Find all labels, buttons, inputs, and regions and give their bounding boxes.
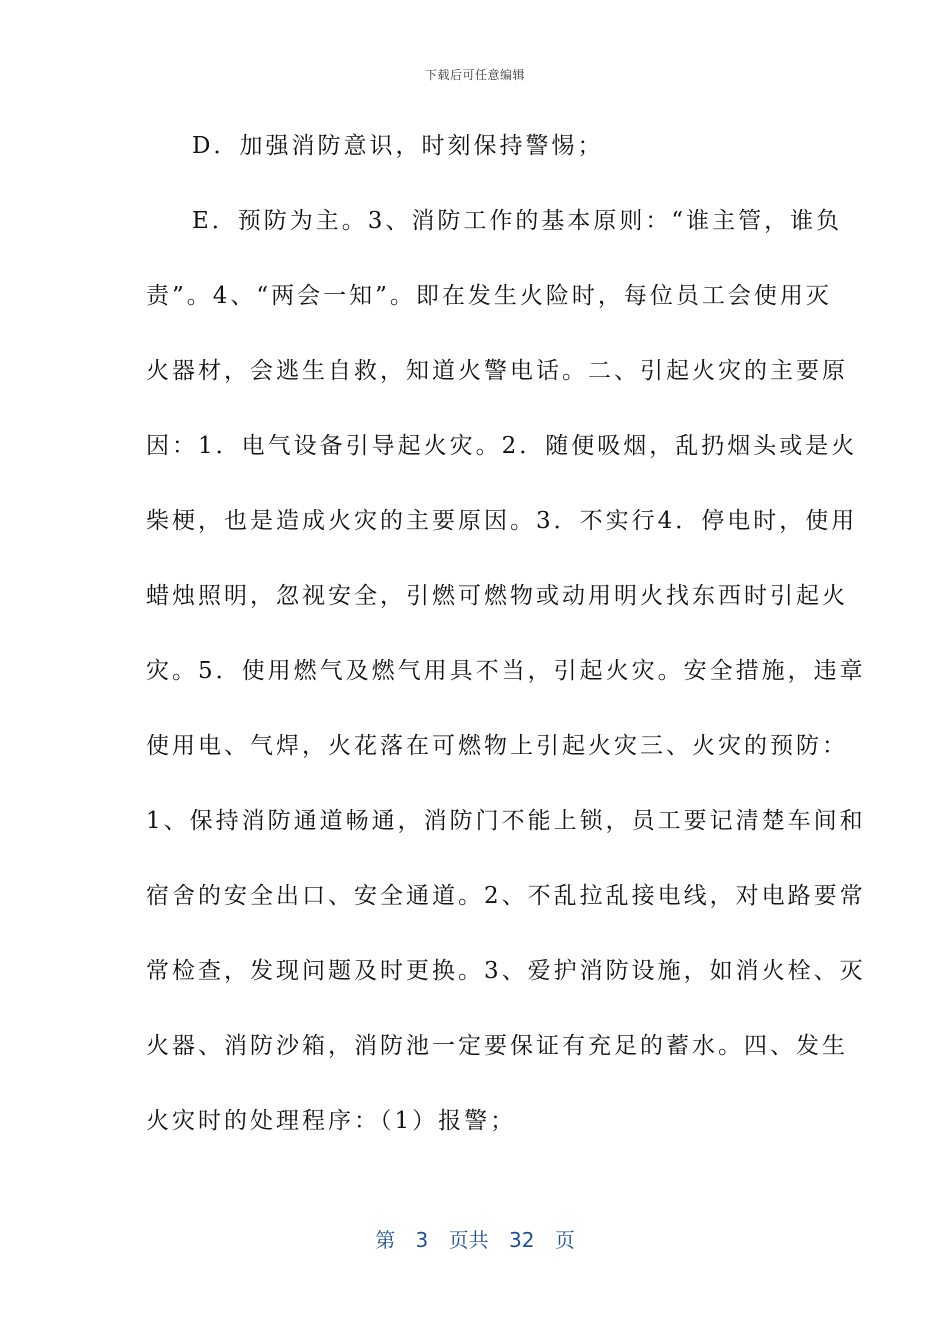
paragraph-line: 常检查，发现问题及时更换。3、爱护消防设施，如消火栓、灭 — [146, 958, 866, 984]
paragraph-line: E．预防为主。3、消防工作的基本原则：“谁主管，谁负 — [192, 208, 843, 234]
paragraph-line: 火器材，会逃生自救，知道火警电话。二、引起火灾的主要原 — [146, 358, 848, 384]
paragraph-line: 使用电、气焊，火花落在可燃物上引起火灾三、火灾的预防： — [146, 733, 848, 759]
body-text — [146, 120, 866, 1170]
paragraph-line: 蜡烛照明，忽视安全，引燃可燃物或动用明火找东西时引起火 — [146, 583, 848, 609]
paragraph-line: 1、保持消防通道畅通，消防门不能上锁，员工要记清楚车间和 — [146, 808, 866, 834]
header-note: 下载后可任意编辑 — [424, 68, 525, 82]
paragraph-line: 责”。4、“两会一知”。即在发生火险时，每位员工会使用灭 — [146, 283, 832, 309]
paragraph-line: 灾。5．使用燃气及燃气用具不当，引起火灾。安全措施，违章 — [146, 658, 866, 684]
footer-prefix: 第 — [375, 1228, 396, 1252]
paragraph-line: 柴梗，也是造成火灾的主要原因。3．不实行4．停电时，使用 — [146, 508, 858, 534]
page-footer — [0, 1224, 950, 1253]
paragraph-line: 因：1．电气设备引导起火灾。2．随便吸烟，乱扔烟头或是火 — [146, 433, 858, 459]
footer-page-number: 3 — [415, 1228, 429, 1252]
paragraph-line: D．加强消防意识，时刻保持警惕； — [192, 133, 604, 159]
paragraph-line: 火器、消防沙箱，消防池一定要保证有充足的蓄水。四、发生 — [146, 1033, 848, 1059]
paragraph-line: 宿舍的安全出口、安全通道。2、不乱拉乱接电线，对电路要常 — [146, 883, 866, 909]
paragraph-line: 火灾时的处理程序：（1）报警； — [146, 1108, 517, 1134]
footer-total-pages: 32 — [509, 1228, 535, 1252]
footer-suffix: 页 — [554, 1228, 575, 1252]
footer-middle: 页共 — [448, 1228, 489, 1252]
